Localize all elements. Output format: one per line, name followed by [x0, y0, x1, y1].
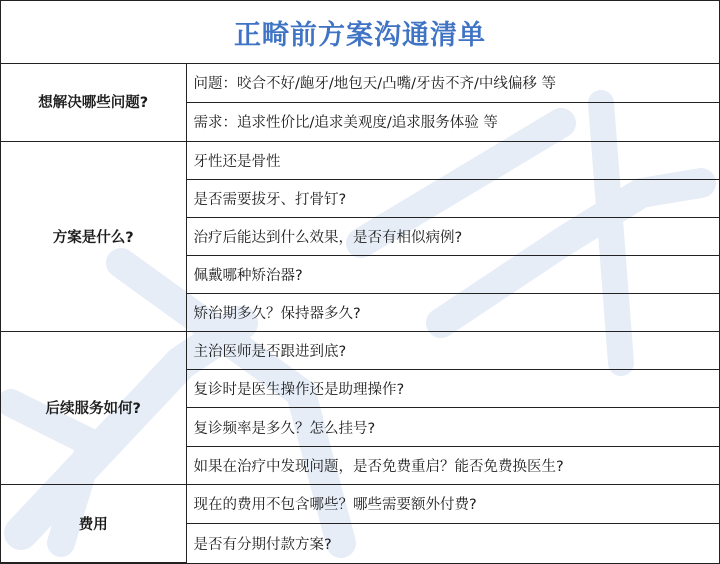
- table-row: [1, 141, 719, 179]
- list-item: 治疗后能达到什么效果，是否有相似病例?: [186, 217, 719, 255]
- list-item: 牙性还是骨性: [186, 141, 719, 179]
- list-item: 是否有分期付款方案?: [186, 523, 719, 562]
- list-item: 佩戴哪种矫治器?: [186, 256, 719, 294]
- list-item: 主治医师是否跟进到底?: [186, 332, 719, 370]
- table-row: [1, 484, 719, 523]
- page-title: 正畸前方案沟通清单: [234, 19, 486, 51]
- category-problems: 想解决哪些问题?: [1, 63, 186, 141]
- list-item: 现在的费用不包含哪些？哪些需要额外付费?: [186, 484, 719, 523]
- table-row: [1, 63, 719, 102]
- checklist-table: [1, 63, 719, 563]
- category-plan: 方案是什么?: [1, 141, 186, 332]
- list-item: 复诊频率是多久？怎么挂号?: [186, 408, 719, 446]
- list-item: 如果在治疗中发现问题，是否免费重启？能否免费换医生?: [186, 446, 719, 484]
- table-row: [1, 332, 719, 370]
- list-item: 是否需要拔牙、打骨钉?: [186, 179, 719, 217]
- title-row: [1, 1, 719, 64]
- list-item: 需求：追求性价比/追求美观度/追求服务体验 等: [186, 102, 719, 141]
- list-item: 问题：咬合不好/龅牙/地包天/凸嘴/牙齿不齐/中线偏移 等: [186, 63, 719, 102]
- category-cost: 费用: [1, 484, 186, 562]
- list-item: 矫治期多久？保持器多久?: [186, 294, 719, 332]
- list-item: 复诊时是医生操作还是助理操作?: [186, 370, 719, 408]
- category-service: 后续服务如何?: [1, 332, 186, 484]
